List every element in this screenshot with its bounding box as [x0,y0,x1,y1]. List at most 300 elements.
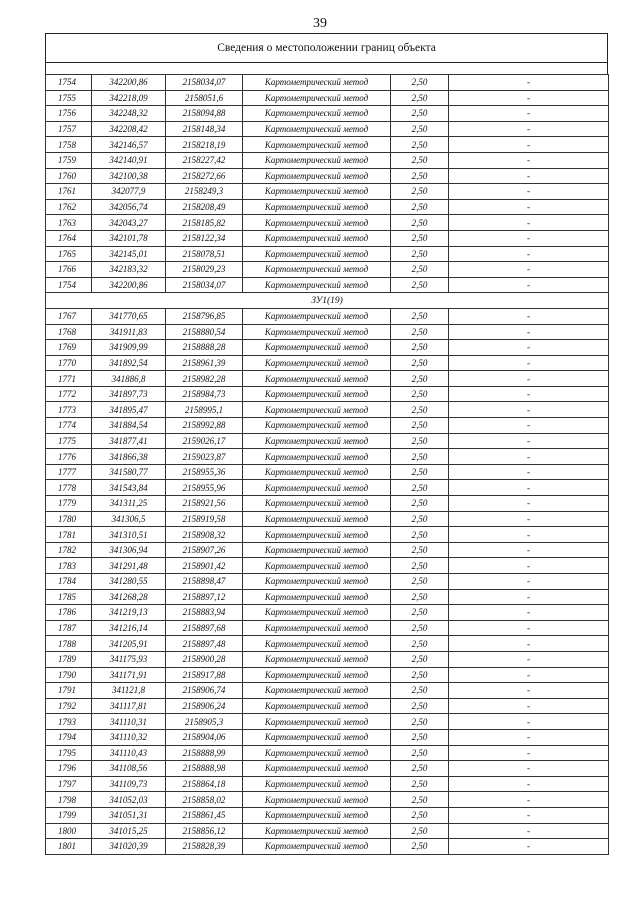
section-label: ЗУ1(19) [46,293,609,309]
cell-note: - [449,620,609,636]
cell-point-number: 1761 [46,184,92,200]
cell-y-coordinate: 2158078,51 [166,246,243,262]
cell-accuracy: 2,50 [391,324,449,340]
cell-note: - [449,386,609,402]
cell-y-coordinate: 2158995,1 [166,402,243,418]
cell-note: - [449,589,609,605]
cell-y-coordinate: 2158955,96 [166,480,243,496]
cell-point-number: 1776 [46,449,92,465]
cell-y-coordinate: 2158122,34 [166,230,243,246]
cell-x-coordinate: 341121,8 [92,683,166,699]
cell-note: - [449,761,609,777]
table-row [46,651,609,667]
table-row [46,761,609,777]
cell-x-coordinate: 342100,38 [92,168,166,184]
cell-accuracy: 2,50 [391,589,449,605]
cell-note: - [449,449,609,465]
cell-point-number: 1781 [46,527,92,543]
cell-method: Картометрический метод [243,246,391,262]
cell-accuracy: 2,50 [391,90,449,106]
cell-x-coordinate: 341580,77 [92,464,166,480]
cell-point-number: 1777 [46,464,92,480]
cell-point-number: 1765 [46,246,92,262]
cell-y-coordinate: 2158982,28 [166,371,243,387]
cell-y-coordinate: 2158917,88 [166,667,243,683]
cell-y-coordinate: 2158897,12 [166,589,243,605]
cell-note: - [449,340,609,356]
cell-x-coordinate: 342183,32 [92,262,166,278]
cell-x-coordinate: 341020,39 [92,839,166,855]
cell-x-coordinate: 341171,91 [92,667,166,683]
cell-note: - [449,558,609,574]
cell-point-number: 1754 [46,277,92,293]
cell-x-coordinate: 341886,8 [92,371,166,387]
cell-accuracy: 2,50 [391,246,449,262]
cell-x-coordinate: 341117,81 [92,698,166,714]
cell-y-coordinate: 2158029,23 [166,262,243,278]
table-row [46,152,609,168]
cell-x-coordinate: 341205,91 [92,636,166,652]
cell-point-number: 1774 [46,418,92,434]
cell-accuracy: 2,50 [391,277,449,293]
coordinates-sheet [45,33,608,855]
cell-note: - [449,230,609,246]
cell-x-coordinate: 341110,32 [92,729,166,745]
cell-note: - [449,776,609,792]
table-row [46,511,609,527]
table-row [46,714,609,730]
cell-point-number: 1773 [46,402,92,418]
cell-note: - [449,90,609,106]
cell-accuracy: 2,50 [391,152,449,168]
cell-method: Картометрический метод [243,683,391,699]
cell-method: Картометрический метод [243,745,391,761]
cell-point-number: 1794 [46,729,92,745]
cell-method: Картометрический метод [243,558,391,574]
cell-point-number: 1788 [46,636,92,652]
cell-x-coordinate: 342218,09 [92,90,166,106]
cell-y-coordinate: 2158905,3 [166,714,243,730]
cell-accuracy: 2,50 [391,496,449,512]
cell-note: - [449,651,609,667]
table-row [46,620,609,636]
cell-point-number: 1787 [46,620,92,636]
cell-note: - [449,215,609,231]
cell-point-number: 1759 [46,152,92,168]
cell-accuracy: 2,50 [391,511,449,527]
cell-method: Картометрический метод [243,355,391,371]
cell-note: - [449,729,609,745]
table-row [46,776,609,792]
table-row [46,558,609,574]
cell-method: Картометрический метод [243,667,391,683]
cell-method: Картометрический метод [243,75,391,91]
cell-accuracy: 2,50 [391,823,449,839]
cell-method: Картометрический метод [243,199,391,215]
cell-method: Картометрический метод [243,807,391,823]
cell-accuracy: 2,50 [391,418,449,434]
cell-note: - [449,542,609,558]
table-row [46,168,609,184]
cell-y-coordinate: 2158888,98 [166,761,243,777]
cell-x-coordinate: 341280,55 [92,574,166,590]
cell-x-coordinate: 342200,86 [92,75,166,91]
cell-x-coordinate: 341892,54 [92,355,166,371]
cell-point-number: 1784 [46,574,92,590]
cell-point-number: 1760 [46,168,92,184]
cell-method: Картометрический метод [243,152,391,168]
cell-method: Картометрический метод [243,324,391,340]
cell-note: - [449,106,609,122]
cell-point-number: 1778 [46,480,92,496]
cell-x-coordinate: 341015,25 [92,823,166,839]
cell-method: Картометрический метод [243,620,391,636]
cell-note: - [449,168,609,184]
cell-method: Картометрический метод [243,761,391,777]
cell-x-coordinate: 342146,57 [92,137,166,153]
table-row [46,464,609,480]
cell-y-coordinate: 2158249,3 [166,184,243,200]
cell-point-number: 1800 [46,823,92,839]
table-row [46,277,609,293]
cell-y-coordinate: 2158883,94 [166,605,243,621]
cell-x-coordinate: 342208,42 [92,121,166,137]
cell-y-coordinate: 2158901,42 [166,558,243,574]
cell-accuracy: 2,50 [391,636,449,652]
cell-point-number: 1767 [46,308,92,324]
cell-accuracy: 2,50 [391,527,449,543]
cell-accuracy: 2,50 [391,605,449,621]
cell-y-coordinate: 2158906,24 [166,698,243,714]
cell-x-coordinate: 341543,84 [92,480,166,496]
cell-y-coordinate: 2159023,87 [166,449,243,465]
cell-note: - [449,402,609,418]
cell-note: - [449,823,609,839]
cell-note: - [449,574,609,590]
cell-method: Картометрический метод [243,574,391,590]
cell-note: - [449,480,609,496]
cell-x-coordinate: 341897,73 [92,386,166,402]
cell-method: Картометрический метод [243,418,391,434]
cell-x-coordinate: 341216,14 [92,620,166,636]
cell-accuracy: 2,50 [391,480,449,496]
cell-point-number: 1756 [46,106,92,122]
cell-note: - [449,667,609,683]
cell-x-coordinate: 341051,31 [92,807,166,823]
cell-note: - [449,433,609,449]
cell-x-coordinate: 341175,93 [92,651,166,667]
cell-point-number: 1780 [46,511,92,527]
cell-point-number: 1785 [46,589,92,605]
cell-accuracy: 2,50 [391,75,449,91]
cell-y-coordinate: 2158218,19 [166,137,243,153]
cell-y-coordinate: 2158897,48 [166,636,243,652]
table-row [46,184,609,200]
cell-method: Картометрический метод [243,184,391,200]
cell-accuracy: 2,50 [391,464,449,480]
cell-accuracy: 2,50 [391,308,449,324]
cell-note: - [449,714,609,730]
cell-note: - [449,355,609,371]
table-row [46,106,609,122]
cell-y-coordinate: 2158898,47 [166,574,243,590]
page-number: 39 [313,16,327,31]
cell-y-coordinate: 2158148,34 [166,121,243,137]
cell-y-coordinate: 2158906,74 [166,683,243,699]
cell-accuracy: 2,50 [391,121,449,137]
table-row [46,262,609,278]
cell-point-number: 1797 [46,776,92,792]
cell-point-number: 1775 [46,433,92,449]
table-row [46,433,609,449]
cell-point-number: 1798 [46,792,92,808]
cell-method: Картометрический метод [243,449,391,465]
cell-y-coordinate: 2158900,28 [166,651,243,667]
cell-y-coordinate: 2158897,68 [166,620,243,636]
cell-method: Картометрический метод [243,511,391,527]
table-row [46,137,609,153]
cell-method: Картометрический метод [243,776,391,792]
cell-point-number: 1782 [46,542,92,558]
cell-note: - [449,246,609,262]
cell-x-coordinate: 341884,54 [92,418,166,434]
cell-method: Картометрический метод [243,386,391,402]
cell-accuracy: 2,50 [391,761,449,777]
cell-x-coordinate: 341866,38 [92,449,166,465]
cell-accuracy: 2,50 [391,355,449,371]
cell-accuracy: 2,50 [391,714,449,730]
cell-y-coordinate: 2158856,12 [166,823,243,839]
cell-method: Картометрический метод [243,433,391,449]
table-row [46,371,609,387]
cell-x-coordinate: 342145,01 [92,246,166,262]
cell-note: - [449,807,609,823]
cell-y-coordinate: 2158888,28 [166,340,243,356]
cell-accuracy: 2,50 [391,449,449,465]
table-row [46,823,609,839]
cell-point-number: 1755 [46,90,92,106]
cell-y-coordinate: 2158227,42 [166,152,243,168]
cell-point-number: 1766 [46,262,92,278]
cell-y-coordinate: 2158858,02 [166,792,243,808]
cell-accuracy: 2,50 [391,106,449,122]
cell-x-coordinate: 341911,83 [92,324,166,340]
table-row [46,496,609,512]
cell-x-coordinate: 341291,48 [92,558,166,574]
cell-note: - [449,371,609,387]
cell-accuracy: 2,50 [391,137,449,153]
cell-method: Картометрический метод [243,262,391,278]
table-row [46,729,609,745]
cell-point-number: 1758 [46,137,92,153]
cell-y-coordinate: 2158094,88 [166,106,243,122]
cell-accuracy: 2,50 [391,340,449,356]
cell-point-number: 1769 [46,340,92,356]
cell-y-coordinate: 2158961,39 [166,355,243,371]
cell-x-coordinate: 341306,94 [92,542,166,558]
cell-method: Картометрический метод [243,137,391,153]
table-row [46,807,609,823]
table-row [46,480,609,496]
cell-note: - [449,121,609,137]
cell-accuracy: 2,50 [391,199,449,215]
cell-y-coordinate: 2158880,54 [166,324,243,340]
cell-x-coordinate: 342043,27 [92,215,166,231]
cell-y-coordinate: 2158984,73 [166,386,243,402]
cell-method: Картометрический метод [243,90,391,106]
cell-note: - [449,511,609,527]
header-spacer [45,62,608,74]
cell-method: Картометрический метод [243,308,391,324]
cell-point-number: 1789 [46,651,92,667]
cell-method: Картометрический метод [243,371,391,387]
cell-accuracy: 2,50 [391,620,449,636]
cell-method: Картометрический метод [243,792,391,808]
cell-x-coordinate: 341895,47 [92,402,166,418]
table-row [46,449,609,465]
cell-note: - [449,683,609,699]
cell-x-coordinate: 342056,74 [92,199,166,215]
cell-x-coordinate: 341770,65 [92,308,166,324]
cell-point-number: 1783 [46,558,92,574]
cell-method: Картометрический метод [243,215,391,231]
cell-note: - [449,152,609,168]
cell-note: - [449,745,609,761]
cell-accuracy: 2,50 [391,574,449,590]
cell-method: Картометрический метод [243,698,391,714]
cell-method: Картометрический метод [243,527,391,543]
cell-note: - [449,418,609,434]
table-row [46,230,609,246]
cell-y-coordinate: 2158861,45 [166,807,243,823]
cell-note: - [449,496,609,512]
cell-y-coordinate: 2159026,17 [166,433,243,449]
cell-accuracy: 2,50 [391,262,449,278]
cell-accuracy: 2,50 [391,386,449,402]
cell-accuracy: 2,50 [391,839,449,855]
cell-method: Картометрический метод [243,402,391,418]
cell-method: Картометрический метод [243,823,391,839]
table-row [46,386,609,402]
cell-point-number: 1792 [46,698,92,714]
cell-point-number: 1793 [46,714,92,730]
cell-method: Картометрический метод [243,168,391,184]
cell-y-coordinate: 2158828,39 [166,839,243,855]
cell-point-number: 1791 [46,683,92,699]
cell-point-number: 1757 [46,121,92,137]
cell-y-coordinate: 2158185,82 [166,215,243,231]
cell-accuracy: 2,50 [391,402,449,418]
table-row [46,839,609,855]
cell-x-coordinate: 341877,41 [92,433,166,449]
cell-accuracy: 2,50 [391,558,449,574]
cell-accuracy: 2,50 [391,651,449,667]
cell-accuracy: 2,50 [391,371,449,387]
table-row [46,792,609,808]
cell-y-coordinate: 2158888,99 [166,745,243,761]
coordinates-table [45,74,609,855]
cell-method: Картометрический метод [243,636,391,652]
cell-x-coordinate: 341909,99 [92,340,166,356]
cell-note: - [449,636,609,652]
table-row [46,589,609,605]
cell-accuracy: 2,50 [391,433,449,449]
table-row [46,667,609,683]
cell-note: - [449,464,609,480]
cell-accuracy: 2,50 [391,683,449,699]
cell-point-number: 1796 [46,761,92,777]
cell-x-coordinate: 341108,56 [92,761,166,777]
cell-method: Картометрический метод [243,496,391,512]
cell-point-number: 1779 [46,496,92,512]
table-row [46,683,609,699]
table-row [46,199,609,215]
cell-note: - [449,605,609,621]
cell-x-coordinate: 342101,78 [92,230,166,246]
cell-method: Картометрический метод [243,230,391,246]
cell-point-number: 1799 [46,807,92,823]
cell-x-coordinate: 341110,43 [92,745,166,761]
cell-method: Картометрический метод [243,464,391,480]
cell-accuracy: 2,50 [391,542,449,558]
cell-note: - [449,839,609,855]
cell-x-coordinate: 342140,91 [92,152,166,168]
cell-x-coordinate: 341268,28 [92,589,166,605]
cell-point-number: 1790 [46,667,92,683]
table-row [46,308,609,324]
cell-note: - [449,184,609,200]
table-row [46,698,609,714]
cell-point-number: 1795 [46,745,92,761]
cell-y-coordinate: 2158904,06 [166,729,243,745]
cell-method: Картометрический метод [243,480,391,496]
table-row [46,542,609,558]
cell-point-number: 1771 [46,371,92,387]
cell-note: - [449,324,609,340]
cell-method: Картометрический метод [243,605,391,621]
cell-point-number: 1763 [46,215,92,231]
table-row [46,574,609,590]
table-row [46,355,609,371]
cell-method: Картометрический метод [243,589,391,605]
cell-method: Картометрический метод [243,714,391,730]
table-row [46,121,609,137]
cell-y-coordinate: 2158955,36 [166,464,243,480]
table-header [45,33,608,62]
cell-point-number: 1762 [46,199,92,215]
cell-method: Картометрический метод [243,542,391,558]
cell-point-number: 1754 [46,75,92,91]
table-row [46,246,609,262]
cell-accuracy: 2,50 [391,745,449,761]
cell-accuracy: 2,50 [391,698,449,714]
cell-note: - [449,137,609,153]
cell-x-coordinate: 342248,32 [92,106,166,122]
cell-y-coordinate: 2158864,18 [166,776,243,792]
cell-y-coordinate: 2158034,07 [166,277,243,293]
table-row [46,636,609,652]
cell-y-coordinate: 2158921,56 [166,496,243,512]
cell-accuracy: 2,50 [391,807,449,823]
table-row [46,340,609,356]
cell-y-coordinate: 2158208,49 [166,199,243,215]
cell-point-number: 1764 [46,230,92,246]
cell-method: Картометрический метод [243,729,391,745]
cell-x-coordinate: 341311,25 [92,496,166,512]
cell-y-coordinate: 2158908,32 [166,527,243,543]
table-row [46,527,609,543]
cell-y-coordinate: 2158272,66 [166,168,243,184]
